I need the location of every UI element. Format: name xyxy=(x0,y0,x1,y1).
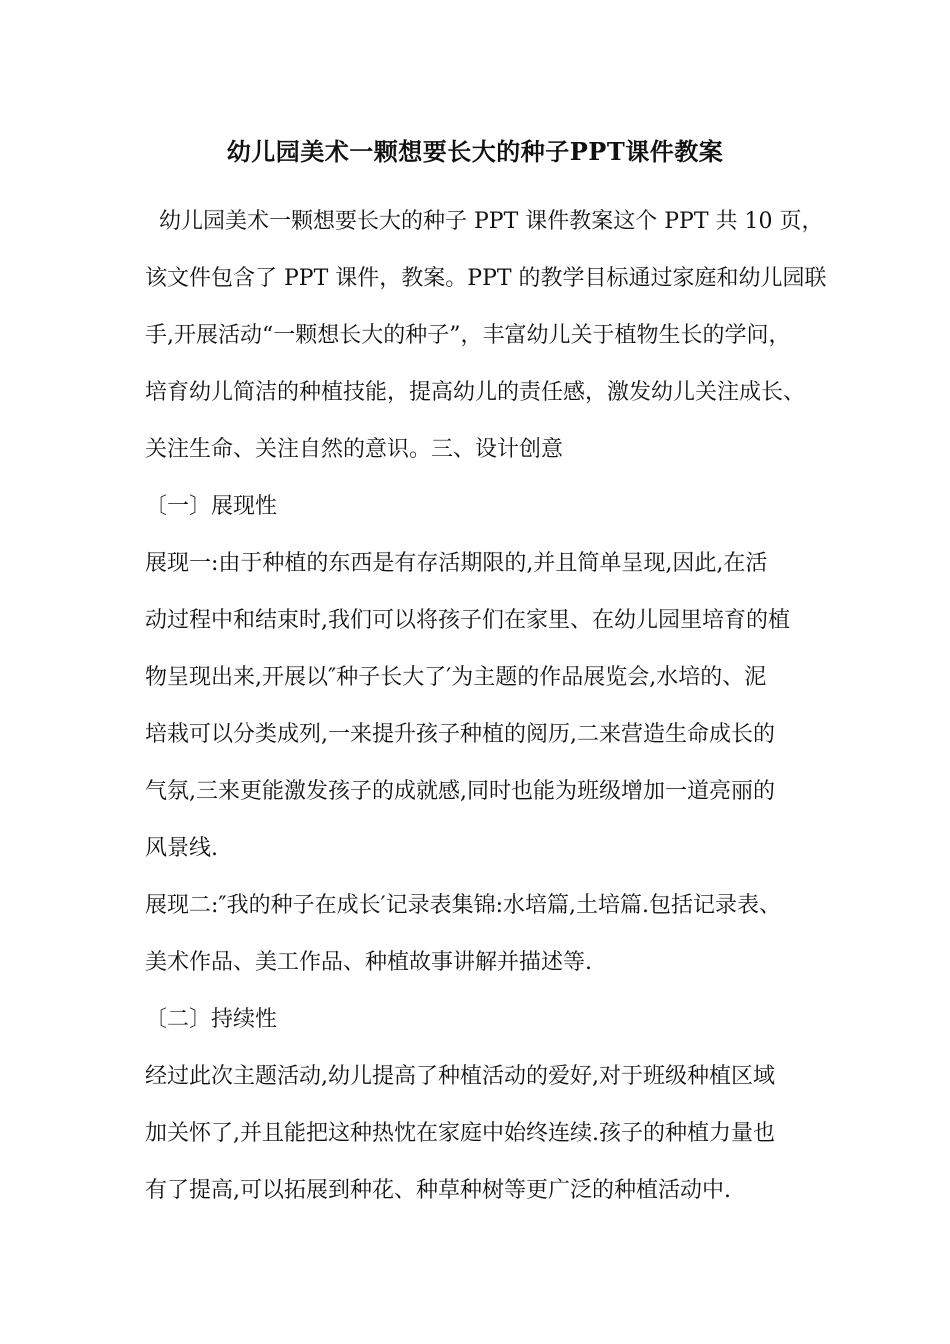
document-title: 幼儿园美术一颗想要长大的种子PPT课件教案 xyxy=(226,137,724,166)
paragraph-line: 美术作品、美工作品、种植故事讲解并描述等. xyxy=(145,950,592,975)
section-heading: 〔一〕展现性 xyxy=(145,494,278,519)
paragraph-line: 关注生命、关注自然的意识。三、设计创意 xyxy=(145,437,564,462)
paragraph-line: 风景线. xyxy=(145,836,218,861)
paragraph-line: 气氛,三来更能激发孩子的成就感,同时也能为班级增加一道亮丽的 xyxy=(145,779,775,804)
paragraph-line: 动过程中和结束时,我们可以将孩子们在家里、在幼儿园里培育的植 xyxy=(145,608,790,633)
paragraph-line: 有了提高,可以拓展到种花、种草种树等更广泛的种植活动中. xyxy=(145,1178,731,1203)
paragraph-line: 该文件包含了 PPT 课件，教案。PPT 的教学目标通过家庭和幼儿园联 xyxy=(145,266,827,291)
paragraph-line: 幼儿园美术一颗想要长大的种子 PPT 课件教案这个 PPT 共 10 页， xyxy=(145,209,824,234)
paragraph-line: 手,开展活动“一颗想长大的种子”，丰富幼儿关于植物生长的学问， xyxy=(145,323,791,348)
paragraph-line: 培栽可以分类成列,一来提升孩子种植的阅历,二来营造生命成长的 xyxy=(145,722,775,747)
paragraph-line: 物呈现出来,开展以″种子长大了′为主题的作品展览会,水培的、泥 xyxy=(145,665,767,690)
paragraph-line: 培育幼儿简洁的种植技能，提高幼儿的责任感，激发幼儿关注成长、 xyxy=(145,380,806,405)
paragraph-line: 加关怀了,并且能把这种热忱在家庭中始终连续.孩子的种植力量也 xyxy=(145,1121,775,1146)
paragraph-line: 经过此次主题活动,幼儿提高了种植活动的爱好,对于班级种植区域 xyxy=(145,1064,775,1089)
section-heading: 〔二〕持续性 xyxy=(145,1007,278,1032)
paragraph-line: 展现二:″我的种子在成长′记录表集锦:水培篇,土培篇.包括记录表、 xyxy=(145,893,782,918)
paragraph-line: 展现一:由于种植的东西是有存活期限的,并且简单呈现,因此,在活 xyxy=(145,551,768,576)
